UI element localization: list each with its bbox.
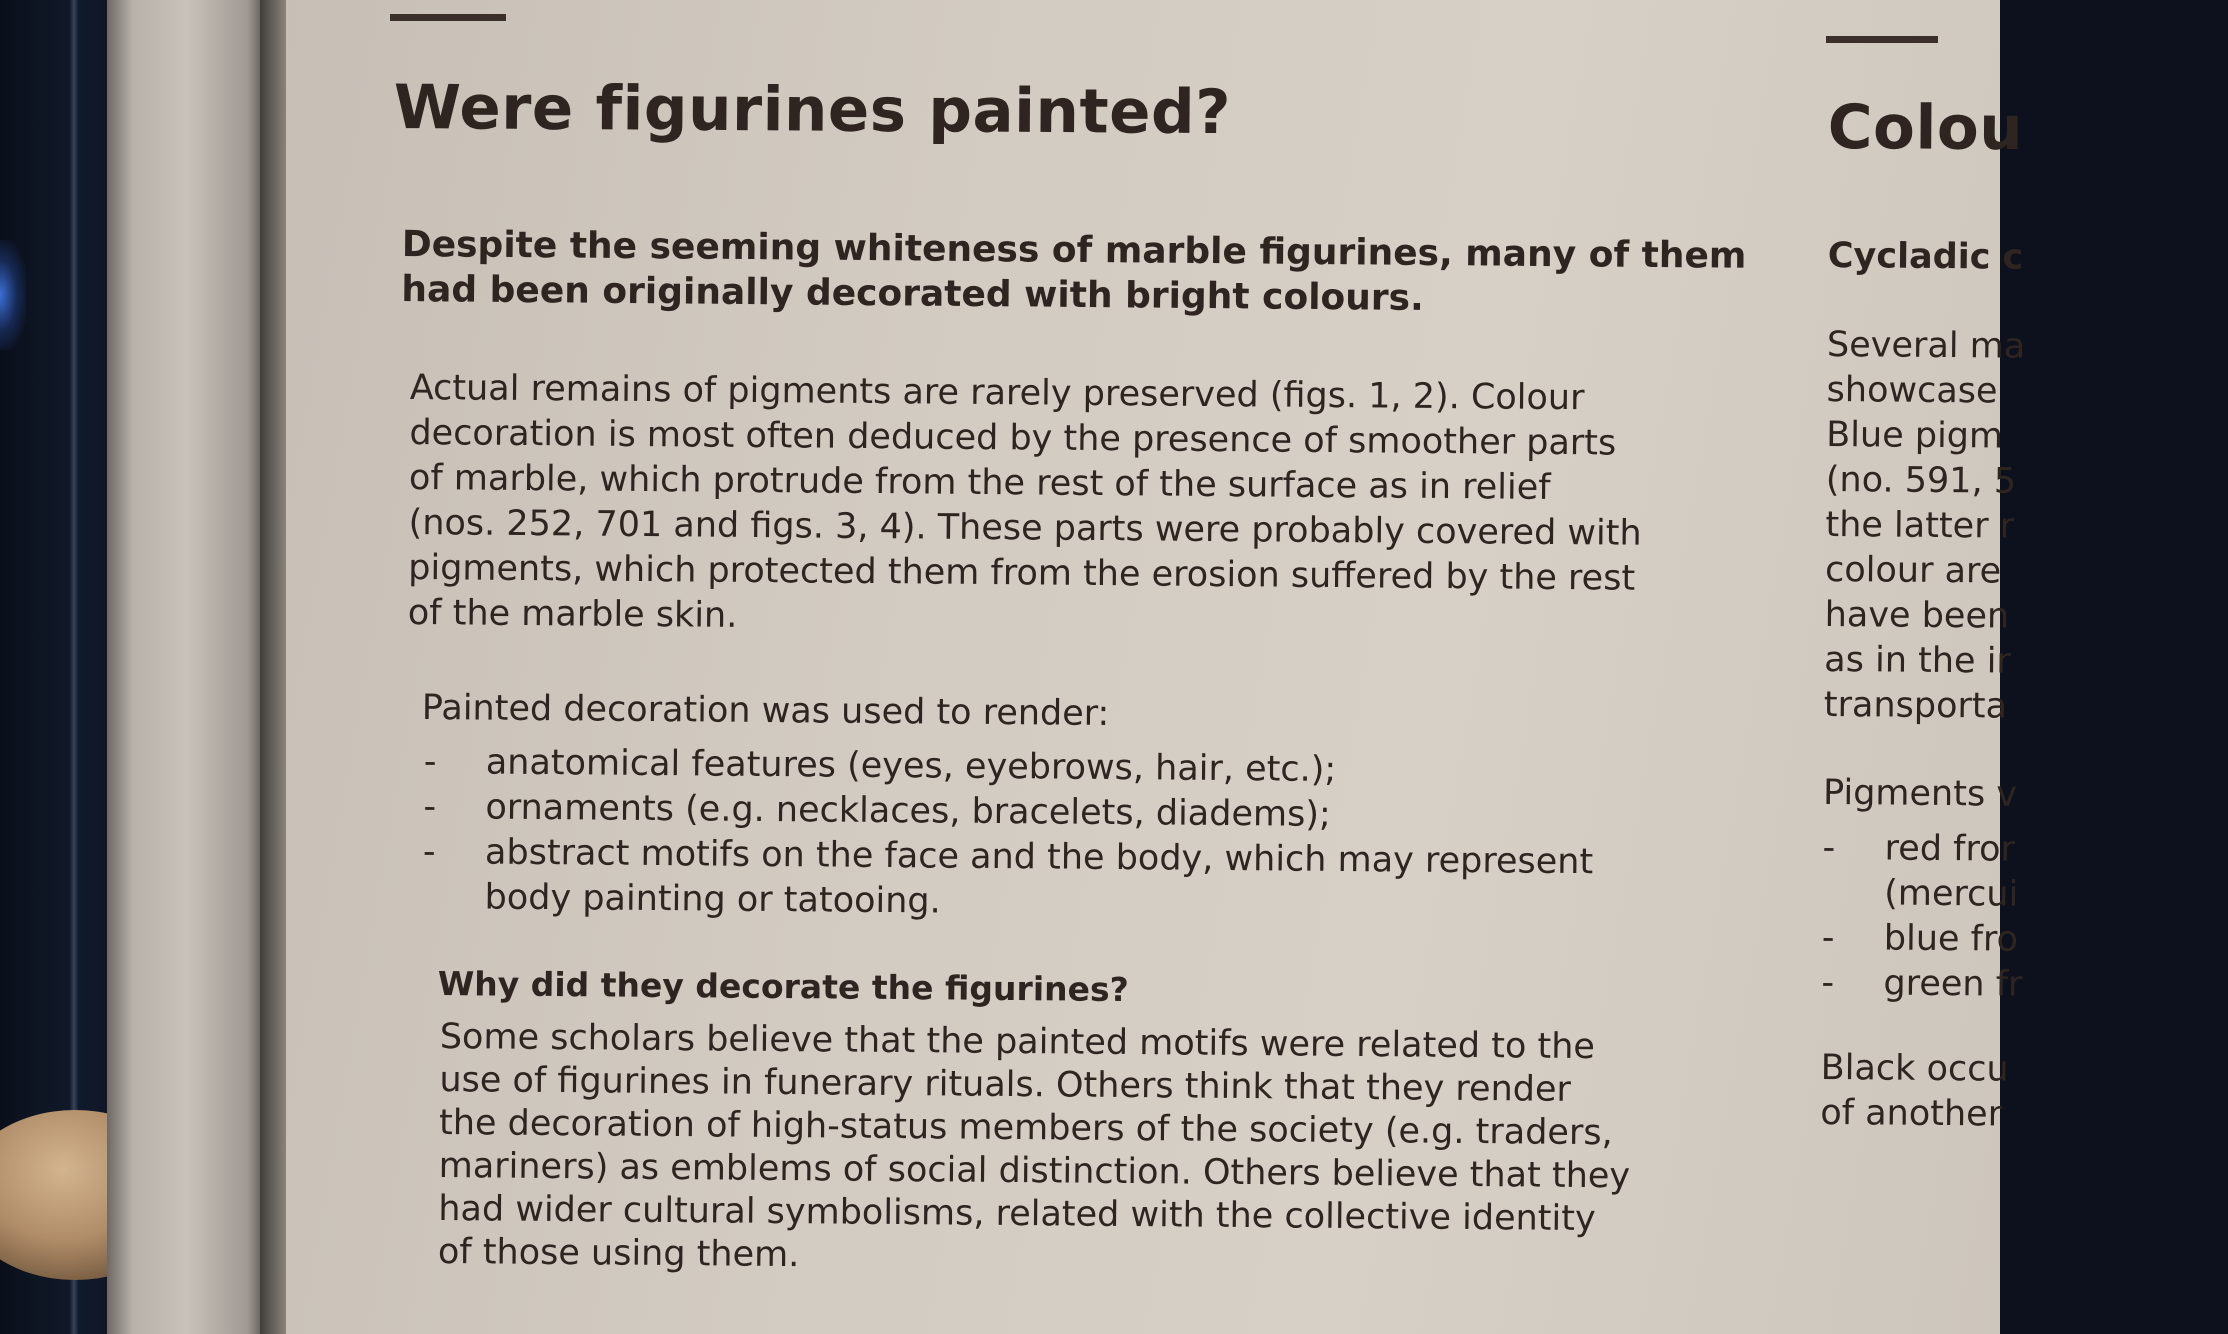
paragraph-line: Blue pigm: [1826, 414, 2004, 457]
list-dash: -: [1822, 827, 1836, 869]
paragraph-line: transporta: [1823, 684, 2008, 727]
section-subheading: Why did they decorate the figurines?: [437, 963, 1129, 1010]
right-lead: Cycladic c: [1827, 235, 2024, 278]
paragraph-line: colour are: [1824, 549, 2002, 592]
list-dash: -: [1821, 917, 1835, 959]
title-rule-right: [1826, 36, 1938, 43]
list-item-text: ornaments (e.g. necklaces, bracelets, diadems);: [485, 787, 1331, 835]
list-item-text: green fr: [1883, 963, 2023, 1005]
body-paragraph-pigments: [408, 366, 1643, 647]
right-panel-column: [1820, 234, 2228, 1139]
list-item-continuation: body painting or tatooing.: [484, 877, 941, 922]
display-frame-edge: [107, 0, 267, 1334]
paragraph-line: as in the ir: [1824, 639, 2011, 682]
paragraph-line: the latter r: [1825, 504, 2015, 547]
body-paragraph-reasons: [438, 1016, 1632, 1284]
right-panel-title: Colou: [1827, 92, 2024, 165]
paragraph-line: Actual remains of pigments are rarely preserved (figs. 1, 2). Colour: [409, 367, 1585, 419]
lead-paragraph: [401, 222, 1746, 324]
paragraph-line: decoration is most often deduced by the presence of smoother parts: [409, 412, 1617, 464]
list-item-continuation: (mercui: [1884, 873, 2019, 915]
blue-light-glow: [0, 240, 26, 350]
paragraph-line: of marble, which protrude from the rest of the surface as in relief: [408, 457, 1551, 508]
paragraph-line: have been: [1824, 594, 2010, 637]
paragraph-line: (no. 591, 5: [1825, 459, 2017, 502]
decoration-list: [422, 740, 1594, 930]
title-rule-left: [390, 14, 506, 21]
right-paragraph-2: [1823, 771, 2223, 819]
list-item: [1822, 916, 2222, 964]
paragraph-line: of those using them.: [437, 1231, 800, 1276]
paragraph-line: use of figurines in funerary rituals. Others think that they render: [439, 1059, 1572, 1110]
paragraph-line: Black occu: [1820, 1047, 2009, 1090]
list-item-text: blue fro: [1883, 918, 2019, 960]
paragraph-line: of another: [1820, 1092, 2003, 1135]
list-dash: -: [1821, 962, 1835, 1004]
right-paragraph-1: [1824, 323, 2228, 731]
list-item-text: red fror: [1884, 828, 2016, 870]
list-dash: -: [422, 831, 436, 873]
lead-line: Despite the seeming whiteness of marble figurines, many of them: [401, 223, 1747, 277]
paragraph-line: Painted decoration was used to render:: [421, 687, 1110, 734]
paragraph-line: pigments, which protected them from the erosion suffered by the rest: [408, 547, 1636, 599]
right-paragraph-3: [1820, 1046, 2221, 1139]
list-dash: -: [423, 786, 437, 828]
list-item-text: anatomical features (eyes, eyebrows, hair, etc.);: [485, 742, 1337, 790]
paragraph-line: mariners) as emblems of social distinction. Others believe that they: [438, 1145, 1631, 1197]
lead-line: had been originally decorated with bright colours.: [401, 268, 1424, 319]
information-panel: [286, 0, 2026, 1334]
list-item-text: abstract motifs on the face and the body, which may represent: [484, 832, 1594, 883]
body-paragraph-decoration-intro: [422, 686, 1110, 737]
paragraph-line: Several ma: [1826, 324, 2026, 367]
paragraph-line: the decoration of high-status members of the society (e.g. traders,: [438, 1102, 1613, 1154]
paragraph-line: of the marble skin.: [407, 592, 738, 636]
paragraph-line: showcase: [1826, 369, 1998, 412]
paragraph-line: Some scholars believe that the painted motifs were related to the: [439, 1016, 1596, 1068]
page-title: Were figurines painted?: [393, 72, 1232, 149]
list-item: [1822, 826, 2222, 874]
list-dash: -: [423, 741, 437, 783]
paragraph-line: had wider cultural symbolisms, related with the collective identity: [438, 1188, 1596, 1240]
list-item: [1821, 961, 2221, 1009]
paragraph-line: (nos. 252, 701 and figs. 3, 4). These parts were probably covered with: [408, 502, 1642, 554]
paragraph-line: Pigments v: [1822, 772, 2018, 815]
right-list: [1821, 826, 2223, 1009]
